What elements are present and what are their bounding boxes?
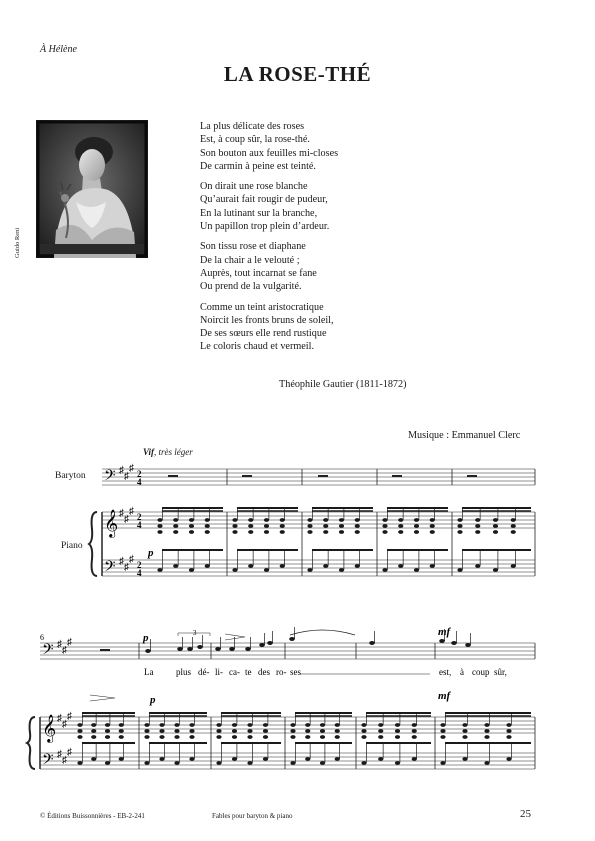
note-head — [307, 524, 312, 528]
note-head — [457, 518, 462, 522]
note-head — [157, 530, 162, 534]
svg-text:♯: ♯ — [124, 514, 129, 525]
svg-text:à: à — [460, 667, 464, 677]
piano-notes — [157, 508, 531, 572]
note-head — [457, 568, 462, 572]
note-head — [289, 637, 295, 641]
note-head — [361, 761, 366, 765]
time-signature — [137, 469, 142, 578]
svg-text:2: 2 — [137, 560, 142, 570]
note-head — [232, 735, 237, 739]
note-head — [462, 735, 467, 739]
piano-treble-staff — [102, 512, 535, 528]
note-head — [215, 647, 221, 651]
note-head — [105, 735, 110, 739]
note-head — [173, 524, 178, 528]
note-head — [369, 641, 375, 645]
poem-line: En la lutinant sur la branche, — [200, 207, 318, 219]
note-head — [430, 530, 435, 534]
note-head — [323, 530, 328, 534]
note-head — [339, 530, 344, 534]
note-head — [382, 530, 387, 534]
poem-line: Qu’aurait fait rougir de pudeur, — [200, 194, 328, 206]
note-head — [361, 729, 366, 733]
note-head — [484, 761, 489, 765]
note-head — [395, 735, 400, 739]
poem-line: Le coloris chaud et vermeil. — [200, 341, 314, 353]
note-head — [398, 524, 403, 528]
note-head — [493, 530, 498, 534]
note-head — [263, 735, 268, 739]
painting-credit: Guido Reni — [14, 227, 21, 258]
note-head — [232, 757, 237, 761]
note-head — [355, 524, 360, 528]
note-head — [290, 761, 295, 765]
note-head — [77, 723, 82, 727]
note-head — [307, 568, 312, 572]
note-head — [267, 641, 273, 645]
note-head — [280, 524, 285, 528]
note-head — [506, 757, 511, 761]
note-head — [189, 723, 194, 727]
note-head — [493, 518, 498, 522]
note-head — [305, 757, 310, 761]
note-head — [462, 723, 467, 727]
dynamic-p: p — [143, 632, 149, 644]
note-head — [382, 518, 387, 522]
note-head — [248, 564, 253, 568]
note-head — [229, 647, 235, 651]
note-head — [511, 530, 516, 534]
note-head — [506, 735, 511, 739]
note-head — [232, 530, 237, 534]
bass-clef-icon: 𝄢 — [104, 467, 116, 487]
note-head — [355, 564, 360, 568]
poem-stanza-2 — [200, 180, 338, 233]
poem-line: De ses sœurs elle rend rustique — [200, 328, 327, 340]
svg-text:dé-: dé- — [198, 667, 210, 677]
note-head — [335, 729, 340, 733]
note-head — [430, 564, 435, 568]
score-system-1 — [0, 455, 595, 585]
note-head — [197, 645, 203, 649]
note-head — [248, 524, 253, 528]
note-head — [335, 757, 340, 761]
note-head — [264, 518, 269, 522]
note-head — [245, 647, 251, 651]
svg-text:2: 2 — [137, 469, 142, 479]
poem-line: De carmin à peine est teinté. — [200, 160, 316, 172]
note-head — [395, 729, 400, 733]
bass-clef-icon: 𝄢 — [42, 751, 54, 771]
poem-stanza-1 — [200, 120, 338, 173]
instrument-label-piano: Piano — [61, 541, 83, 551]
note-head — [157, 568, 162, 572]
poem-line: Auprès, tout incarnat se fane — [200, 267, 317, 279]
poem-line: Son bouton aux feuilles mi-closes — [200, 147, 339, 159]
note-head — [339, 524, 344, 528]
piano-brace — [89, 512, 97, 576]
note-head — [144, 723, 149, 727]
treble-clef-icon: 𝄞 — [104, 511, 119, 537]
note-head — [119, 735, 124, 739]
note-head — [511, 564, 516, 568]
note-head — [91, 757, 96, 761]
note-head — [493, 524, 498, 528]
svg-text:li-: li- — [215, 667, 223, 677]
note-head — [430, 518, 435, 522]
poem-line: De la chair a le velouté ; — [200, 254, 300, 266]
note-head — [511, 518, 516, 522]
note-head — [174, 723, 179, 727]
note-head — [355, 530, 360, 534]
svg-text:4: 4 — [137, 477, 142, 487]
poem — [200, 120, 338, 361]
note-head — [305, 723, 310, 727]
bass-clef-icon: 𝄢 — [42, 641, 54, 661]
page-number: 25 — [520, 808, 531, 820]
instrument-label-voice: Baryton — [55, 471, 86, 481]
svg-text:♯: ♯ — [67, 637, 72, 648]
note-head — [439, 639, 445, 643]
svg-text:♯: ♯ — [119, 508, 124, 519]
note-head — [398, 530, 403, 534]
footer-publisher: © Éditions Buissonnières - EB-2-241 — [40, 812, 145, 820]
note-head — [248, 518, 253, 522]
note-head — [232, 518, 237, 522]
poem-line: On dirait une rose blanche — [200, 181, 308, 193]
svg-text:♯: ♯ — [57, 713, 62, 724]
key-signature — [57, 637, 72, 766]
note-head — [77, 735, 82, 739]
note-head — [414, 530, 419, 534]
note-head — [320, 729, 325, 733]
note-head — [247, 729, 252, 733]
note-head — [323, 524, 328, 528]
note-head — [414, 518, 419, 522]
svg-text:♯: ♯ — [119, 556, 124, 567]
measure-number: 6 — [40, 633, 44, 642]
svg-text:♯: ♯ — [124, 471, 129, 482]
note-head — [305, 729, 310, 733]
barlines — [139, 643, 535, 769]
note-head — [355, 518, 360, 522]
note-head — [177, 647, 183, 651]
note-head — [247, 761, 252, 765]
note-head — [484, 723, 489, 727]
note-head — [174, 729, 179, 733]
svg-text:♯: ♯ — [129, 463, 134, 474]
svg-text:ses: ses — [290, 667, 301, 677]
note-head — [323, 518, 328, 522]
note-head — [335, 735, 340, 739]
note-head — [412, 757, 417, 761]
note-head — [307, 518, 312, 522]
note-head — [378, 723, 383, 727]
note-head — [247, 735, 252, 739]
score-system-2 — [0, 627, 595, 777]
note-head — [247, 723, 252, 727]
song-title: LA ROSE-THÉ — [223, 62, 372, 86]
poem-line: Son tissu rose et diaphane — [200, 241, 306, 253]
note-head — [378, 729, 383, 733]
note-head — [144, 761, 149, 765]
note-head — [189, 530, 194, 534]
note-head — [232, 524, 237, 528]
svg-text:est,: est, — [439, 667, 452, 677]
note-head — [462, 729, 467, 733]
svg-text:4: 4 — [137, 520, 142, 530]
svg-text:La: La — [144, 667, 154, 677]
note-head — [174, 735, 179, 739]
footer-collection: Fables pour baryton & piano — [212, 812, 293, 820]
note-head — [189, 518, 194, 522]
note-head — [189, 729, 194, 733]
note-head — [320, 723, 325, 727]
note-head — [307, 530, 312, 534]
note-head — [187, 647, 193, 651]
svg-text:♯: ♯ — [62, 755, 67, 766]
note-head — [232, 729, 237, 733]
poem-line: Comme un teint aristocratique — [200, 301, 324, 313]
composer-credit: Musique : Emmanuel Clerc — [408, 430, 521, 441]
note-head — [216, 761, 221, 765]
note-head — [462, 757, 467, 761]
note-head — [475, 564, 480, 568]
svg-text:♯: ♯ — [129, 554, 134, 565]
svg-text:sûr,: sûr, — [494, 667, 507, 677]
piano-brace — [27, 717, 35, 769]
note-head — [506, 723, 511, 727]
note-head — [105, 729, 110, 733]
note-head — [361, 735, 366, 739]
note-head — [305, 735, 310, 739]
note-head — [430, 524, 435, 528]
note-head — [119, 723, 124, 727]
svg-text:♯: ♯ — [129, 506, 134, 517]
note-head — [91, 729, 96, 733]
note-head — [382, 524, 387, 528]
tempo-sub: , très léger — [154, 447, 193, 457]
note-head — [475, 518, 480, 522]
note-head — [264, 524, 269, 528]
svg-text:ca-: ca- — [229, 667, 240, 677]
note-head — [280, 530, 285, 534]
triplet-number: 3 — [193, 629, 197, 637]
note-head — [457, 530, 462, 534]
note-head — [290, 735, 295, 739]
poem-line: Noircit les fronts bruns de soleil, — [200, 314, 334, 326]
note-head — [290, 729, 295, 733]
note-head — [395, 761, 400, 765]
poem-stanza-3 — [200, 240, 338, 293]
poem-line: La plus délicate des roses — [200, 121, 305, 132]
note-head — [339, 568, 344, 572]
note-head — [440, 735, 445, 739]
note-head — [159, 723, 164, 727]
note-head — [475, 524, 480, 528]
note-head — [484, 729, 489, 733]
note-head — [414, 568, 419, 572]
note-head — [173, 530, 178, 534]
note-head — [145, 649, 151, 653]
note-head — [216, 735, 221, 739]
svg-text:♯: ♯ — [119, 465, 124, 476]
note-head — [263, 723, 268, 727]
note-head — [173, 518, 178, 522]
note-head — [290, 723, 295, 727]
svg-text:♯: ♯ — [67, 747, 72, 758]
svg-text:♯: ♯ — [124, 562, 129, 573]
note-head — [320, 735, 325, 739]
note-head — [205, 524, 210, 528]
note-head — [248, 530, 253, 534]
tie-arc — [290, 630, 355, 635]
note-head — [378, 757, 383, 761]
decrescendo-hairpin — [90, 695, 115, 701]
crescendo-hairpin — [225, 634, 245, 640]
treble-clef-icon: 𝄞 — [42, 716, 57, 742]
note-head — [320, 761, 325, 765]
note-head — [91, 735, 96, 739]
note-head — [395, 723, 400, 727]
note-head — [440, 729, 445, 733]
note-head — [205, 518, 210, 522]
poem-line: Ou prend de la vulgarité. — [200, 281, 302, 293]
svg-text:ro-: ro- — [276, 667, 287, 677]
note-head — [119, 729, 124, 733]
lyrics — [144, 667, 507, 677]
note-head — [159, 757, 164, 761]
note-head — [259, 643, 265, 647]
note-head — [280, 518, 285, 522]
poem-line: Est, à coup sûr, la rose-thé. — [200, 134, 310, 146]
note-head — [323, 564, 328, 568]
note-head — [189, 757, 194, 761]
note-head — [451, 641, 457, 645]
note-head — [361, 723, 366, 727]
svg-text:♯: ♯ — [57, 639, 62, 650]
note-head — [91, 723, 96, 727]
note-head — [280, 564, 285, 568]
note-head — [144, 729, 149, 733]
note-head — [105, 761, 110, 765]
note-head — [77, 761, 82, 765]
note-head — [232, 723, 237, 727]
note-head — [457, 524, 462, 528]
svg-text:coup: coup — [472, 667, 490, 677]
piano-bass-staff — [102, 560, 535, 576]
note-head — [339, 518, 344, 522]
note-head — [263, 729, 268, 733]
note-head — [465, 643, 471, 647]
bass-clef-icon: 𝄢 — [104, 558, 116, 578]
note-head — [105, 723, 110, 727]
svg-text:4: 4 — [137, 568, 142, 578]
note-head — [412, 735, 417, 739]
note-head — [159, 729, 164, 733]
key-signature — [119, 463, 134, 573]
svg-text:♯: ♯ — [62, 719, 67, 730]
note-head — [511, 524, 516, 528]
svg-text:♯: ♯ — [67, 711, 72, 722]
voice-staff — [40, 643, 535, 659]
note-head — [264, 568, 269, 572]
note-head — [157, 518, 162, 522]
note-head — [506, 729, 511, 733]
note-head — [173, 564, 178, 568]
note-head — [263, 757, 268, 761]
note-head — [189, 568, 194, 572]
poem-line: Un papillon trop plein d’ardeur. — [200, 221, 330, 233]
note-head — [264, 530, 269, 534]
svg-text:des: des — [258, 667, 270, 677]
note-head — [414, 524, 419, 528]
note-head — [189, 735, 194, 739]
dynamic-p: p — [150, 694, 156, 706]
note-head — [216, 723, 221, 727]
poem-stanza-4 — [200, 301, 338, 354]
note-head — [157, 524, 162, 528]
note-head — [412, 729, 417, 733]
poem-author: Théophile Gautier (1811-1872) — [279, 379, 407, 390]
note-head — [216, 729, 221, 733]
note-head — [174, 761, 179, 765]
note-head — [440, 761, 445, 765]
svg-text:♯: ♯ — [62, 645, 67, 656]
svg-text:plus: plus — [176, 667, 192, 677]
note-head — [77, 729, 82, 733]
note-head — [475, 530, 480, 534]
svg-text:2: 2 — [137, 512, 142, 522]
note-head — [484, 735, 489, 739]
dynamic-mf: mf — [438, 690, 451, 702]
note-head — [398, 518, 403, 522]
dynamic-mf: mf — [438, 627, 451, 638]
note-head — [412, 723, 417, 727]
svg-text:te: te — [245, 667, 252, 677]
svg-text:♯: ♯ — [57, 749, 62, 760]
note-head — [119, 757, 124, 761]
note-head — [189, 524, 194, 528]
dedication: À Hélène — [40, 44, 77, 55]
note-head — [159, 735, 164, 739]
note-head — [382, 568, 387, 572]
note-head — [232, 568, 237, 572]
note-head — [144, 735, 149, 739]
note-head — [335, 723, 340, 727]
portrait-painting — [36, 120, 148, 258]
note-head — [205, 530, 210, 534]
piano-bass-staff — [40, 753, 535, 769]
tempo-main: Vif — [143, 447, 155, 457]
note-head — [205, 564, 210, 568]
note-head — [398, 564, 403, 568]
piano-treble-staff — [40, 717, 535, 733]
dynamic-p: p — [148, 547, 154, 559]
note-head — [440, 723, 445, 727]
note-head — [493, 568, 498, 572]
note-head — [378, 735, 383, 739]
